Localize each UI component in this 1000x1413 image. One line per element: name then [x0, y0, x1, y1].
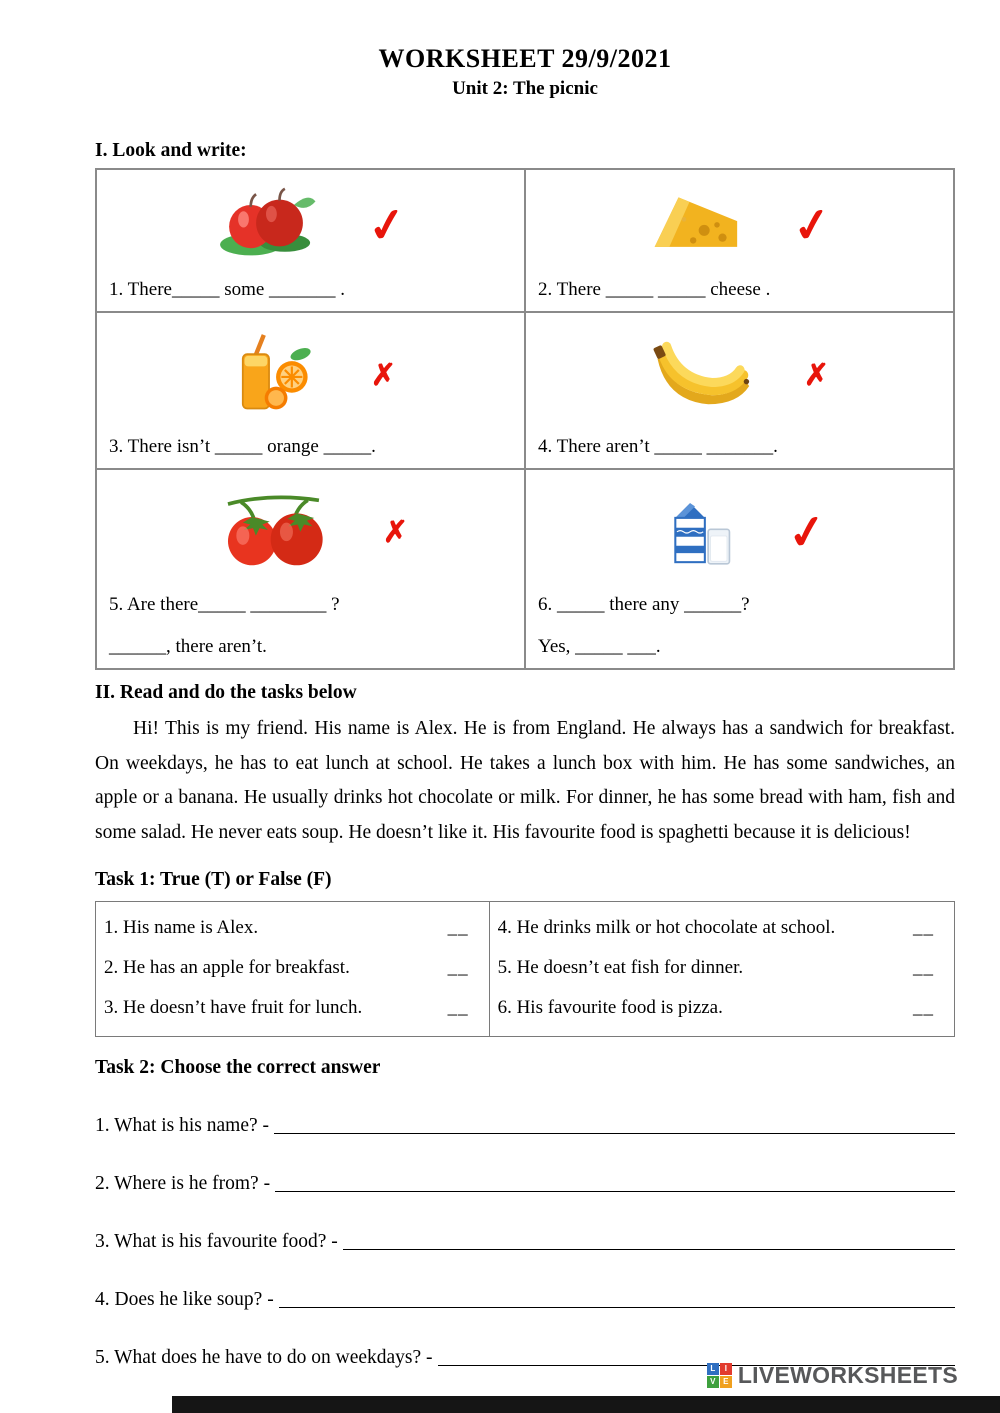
worksheet-subtitle: Unit 2: The picnic — [452, 78, 598, 99]
look-write-table — [95, 168, 955, 670]
answer-blank[interactable]: __ — [447, 956, 469, 978]
logo-square-v: V — [707, 1376, 719, 1388]
fill-sentence-2: 2. There _____ _____ cheese . — [538, 279, 771, 300]
worksheet-header — [95, 44, 955, 100]
look-write-cell-5 — [96, 469, 525, 669]
task-1-heading: Task 1: True (T) or False (F) — [95, 868, 332, 890]
answer-line[interactable] — [275, 1191, 955, 1192]
cross-icon: ✗ — [370, 358, 397, 392]
fill-sentence-6a: 6. _____ there any ______? — [538, 594, 750, 615]
reading-paragraph: Hi! This is my friend. His name is Alex. He is from England. He always has a sandwich for breakfast. On weekdays, he has to eat lunch at school. He takes a lunch box with him. He has some sandwiches, an apple or a banana. He usually drinks hot chocolate or milk. For dinner, he has some bread with ham, fish and some salad. He never eats soup. He doesn’t like it. His favourite food is spaghetti because it is delicious! — [95, 718, 955, 844]
orange-juice-icon — [227, 331, 319, 420]
tomatoes-icon — [215, 491, 331, 575]
statement-text: 5. He doesn’t eat fish for dinner. — [497, 956, 744, 978]
question-row-1 — [95, 1115, 955, 1137]
answer-blank[interactable]: __ — [447, 996, 469, 1018]
liveworksheets-footer — [707, 1362, 958, 1389]
task-2-questions — [95, 1115, 955, 1369]
fill-sentence-3: 3. There isn’t _____ orange _____. — [109, 436, 376, 457]
look-write-cell-3 — [96, 312, 525, 469]
answer-blank[interactable]: __ — [913, 956, 934, 978]
milk-icon — [654, 493, 736, 574]
fill-sentence-1: 1. There_____ some _______ . — [109, 279, 346, 300]
answer-blank[interactable]: __ — [913, 996, 934, 1018]
statement-row-2 — [104, 948, 479, 988]
statement-row-4 — [498, 908, 944, 948]
question-text: 5. What does he have to do on weekdays? - — [95, 1346, 433, 1368]
bananas-icon — [652, 339, 752, 412]
cross-icon: ✗ — [803, 358, 830, 392]
question-text: 2. Where is he from? - — [95, 1172, 271, 1194]
statement-text: 1. His name is Alex. — [104, 916, 259, 938]
check-icon: ✓ — [789, 197, 836, 253]
answer-line[interactable] — [274, 1133, 955, 1134]
worksheet-title: WORKSHEET 29/9/2021 — [378, 44, 672, 73]
true-false-table — [95, 901, 955, 1037]
bottom-bar — [172, 1396, 1000, 1413]
task-2-heading: Task 2: Choose the correct answer — [95, 1056, 381, 1078]
section-2-heading: II. Read and do the tasks below — [95, 682, 357, 703]
statement-text: 3. He doesn’t have fruit for lunch. — [104, 996, 363, 1018]
statement-row-3 — [104, 988, 479, 1028]
statement-text: 2. He has an apple for breakfast. — [104, 956, 350, 978]
cross-icon: ✗ — [382, 516, 409, 549]
apples-icon — [216, 187, 316, 264]
look-write-cell-2 — [525, 169, 954, 312]
answer-blank[interactable]: __ — [447, 916, 469, 938]
question-row-3 — [95, 1231, 955, 1253]
fill-sentence-5a: 5. Are there_____ ________ ? — [109, 594, 340, 615]
question-row-2 — [95, 1173, 955, 1195]
fill-sentence-4: 4. There aren’t _____ _______. — [538, 436, 778, 457]
statement-text: 4. He drinks milk or hot chocolate at school. — [497, 916, 836, 938]
look-write-cell-1 — [96, 169, 525, 312]
statement-row-5 — [498, 948, 944, 988]
statement-row-1 — [104, 908, 479, 948]
answer-blank[interactable]: __ — [913, 916, 934, 938]
true-false-left-column — [96, 902, 490, 1036]
question-text: 3. What is his favourite food? - — [95, 1230, 338, 1252]
logo-square-i: I — [720, 1363, 732, 1375]
statement-text: 6. His favourite food is pizza. — [497, 996, 723, 1018]
question-text: 1. What is his name? - — [95, 1114, 270, 1136]
section-1-heading: I. Look and write: — [95, 140, 247, 161]
check-icon: ✓ — [784, 504, 831, 561]
cheese-icon — [649, 190, 741, 261]
look-write-cell-6 — [525, 469, 954, 669]
check-icon: ✓ — [364, 197, 411, 253]
question-row-4 — [95, 1289, 955, 1311]
fill-sentence-5b: ______, there aren’t. — [109, 636, 267, 657]
logo-square-e: E — [720, 1376, 732, 1388]
liveworksheets-logo-icon[interactable] — [707, 1363, 732, 1388]
answer-line[interactable] — [343, 1249, 955, 1250]
question-text: 4. Does he like soup? - — [95, 1288, 274, 1310]
true-false-right-column — [490, 902, 954, 1036]
fill-sentence-6b: Yes, _____ ___. — [538, 636, 661, 657]
look-write-cell-4 — [525, 312, 954, 469]
statement-row-6 — [498, 988, 944, 1028]
answer-line[interactable] — [279, 1307, 955, 1308]
logo-square-l: L — [707, 1363, 719, 1375]
liveworksheets-brand[interactable]: LIVEWORKSHEETS — [737, 1362, 958, 1388]
